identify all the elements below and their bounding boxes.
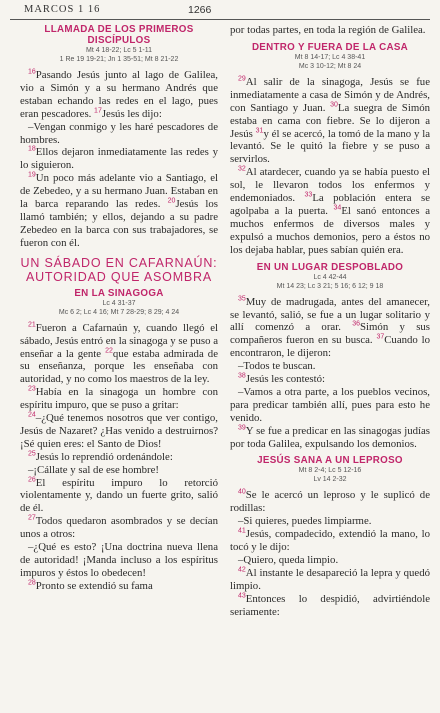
section-heading-major: UN SÁBADO EN CAFARNAÚN: AUTORIDAD QUE ASOMBRA xyxy=(20,255,218,284)
verse-paragraph: por todas partes, en toda la región de Galilea. xyxy=(230,24,426,36)
verse-number: 38 xyxy=(238,372,246,380)
verse-paragraph: –¡Cállate y sal de ese hombre! xyxy=(28,463,160,476)
verse-number: 24 xyxy=(28,411,36,419)
verse-paragraph: $^{28}$Pronto se extendió su fama xyxy=(28,579,153,592)
verse-number: 22 xyxy=(105,346,113,354)
verse-number: 43 xyxy=(238,592,246,600)
verse-number: 25 xyxy=(28,450,36,458)
section-heading: JESÚS SANA A UN LEPROSO xyxy=(257,455,403,467)
header-reference: 1 16 xyxy=(77,4,101,15)
verse-number: 36 xyxy=(352,320,361,328)
running-header xyxy=(12,4,428,20)
verse-number: 16 xyxy=(28,68,36,76)
verse-number: 26 xyxy=(28,475,36,483)
verse-number: 35 xyxy=(238,295,246,302)
verse-paragraph: –Si quieres, puedes limpiarme. xyxy=(238,515,372,528)
verse-number: 27 xyxy=(28,514,36,522)
verse-number: 40 xyxy=(238,488,246,496)
verse-number: 18 xyxy=(28,145,36,153)
verse-number: 41 xyxy=(238,527,246,535)
verse-paragraph: –Vamos a otra parte, a los pueblos vecinos, para predicar también allí, pues para esto he venido. xyxy=(230,385,430,424)
cross-reference: Lv 14 2-32 xyxy=(313,476,347,484)
header-book: MARCOS 1 16 xyxy=(24,4,101,15)
section-heading: DENTRO Y FUERA DE LA CASA xyxy=(251,41,409,53)
verse-paragraph: –Vengan conmigo y les haré pescadores de hombres. xyxy=(20,120,218,146)
header-rule xyxy=(10,19,430,20)
verse-number: 30 xyxy=(330,101,338,109)
section-heading: EN UN LUGAR DESPOBLADO xyxy=(256,261,404,273)
verse-paragraph: –¿Qué es esto? ¡Una doctrina nueva llena de autoridad! ¡Manda incluso a los espíritus impuros y éstos lo obedecen! xyxy=(20,541,218,579)
verse-number: 33 xyxy=(304,191,313,199)
verse-paragraph: $^{24}$–¿Qué tenemos nosotros que ver contigo, Jesús de Nazaret? ¿Has venido a destruirnos? ¡Sé quien eres: el Santo de Dios! xyxy=(20,411,218,450)
verse-paragraph: –Todos te buscan. xyxy=(238,360,316,373)
cross-reference: Mt 8 2-4; Lc 5 12-16 xyxy=(298,467,362,475)
cross-reference: 1 Re 19 19-21; Jn 1 35-51; Mt 8 21-22 xyxy=(59,56,179,63)
verse-paragraph: $^{40}$Se le acercó un leproso y le suplicó de rodillas: xyxy=(230,488,430,515)
cross-reference: Lc 4 42-44 xyxy=(313,273,347,281)
verse-paragraph: $^{32}$Al atardecer, cuando ya se había puesto el sol, le llevaron todos los enfermos y endemoniados. $^{33}$La población entera se agolpaba a la puerta. $^{34}$El sanó entonces a muchos enfermos de diversos males y expulsó a muchos demonios, pero a éstos no los dejaba hablar, pues sabían quién era. xyxy=(230,165,430,256)
cross-reference: Mc 3 10-12; Mt 8 24 xyxy=(298,62,362,70)
verse-paragraph: $^{38}$Jesús les contestó: xyxy=(238,372,325,386)
verse-number: 17 xyxy=(94,107,102,115)
section-heading: LLAMADA DE LOS PRIMEROS DISCÍPULOS xyxy=(44,24,194,46)
left-column xyxy=(20,24,218,593)
verse-number: 28 xyxy=(28,579,36,587)
verse-number: 21 xyxy=(28,321,36,329)
verse-paragraph: $^{25}$Jesús lo reprendió ordenándole: xyxy=(28,450,173,463)
verse-number: 34 xyxy=(333,204,342,212)
verse-number: 29 xyxy=(238,75,246,83)
section-subheading: EN LA SINAGOGA xyxy=(74,287,164,299)
page-number: 1266 xyxy=(188,4,212,16)
verse-paragraph: $^{42}$Al instante le desapareció la lepra y quedó limpio. xyxy=(230,566,430,592)
cross-reference: Mt 4 18-22; Lc 5 1-11 xyxy=(85,47,153,54)
verse-paragraph: $^{29}$Al salir de la sinagoga, Jesús se fue inmediatamente a casa de Simón y de Andrés, con Santiago y Juan. $^{30}$La suegra de Simón estaba en cama con fiebre. Se lo dijeron a Jesús $^{31}$y él se acercó, la tomó de la mano y la levantó. Se le quitó la fiebre y se puso a servirlos. xyxy=(230,75,431,166)
verse-number: 31 xyxy=(255,126,264,134)
verse-number: 23 xyxy=(28,385,36,393)
verse-paragraph: $^{35}$Muy de madrugada, antes del amanecer, se levantó, salió, se fue a un lugar solitario y allí comenzó a orar. $^{36}$Simón y sus compañeros fueron en su busca. $^{37}$Cuando lo encontraron, le dijeron: xyxy=(230,295,431,360)
verse-paragraph: $^{43}$Entonces lo despidió, advirtiéndole seriamente: xyxy=(230,592,430,618)
verse-number: 32 xyxy=(238,165,246,173)
verse-number: 20 xyxy=(167,197,176,205)
verse-paragraph: $^{19}$Un poco más adelante vio a Santiago, el de Zebedeo, y a su hermano Juan. Estaban en la barca reparando las redes. $^{20}$Jesús los llamó también; y ellos, dejando a su padre Zebedeo en la barca con sus trabajadores, se fueron con él. xyxy=(20,171,218,249)
cross-reference: Mt 8 14-17; Lc 4 38-41 xyxy=(294,53,366,61)
verse-paragraph: $^{27}$Todos quedaron asombrados y se decían unos a otros: xyxy=(20,514,218,541)
verse-paragraph: $^{26}$El espíritu impuro lo retorció violentamente y, dando un fuerte grito, salió de él. xyxy=(20,475,218,515)
right-column xyxy=(230,24,430,619)
verse-number: 19 xyxy=(28,171,36,179)
cross-reference: Lc 4 31-37 xyxy=(102,299,136,307)
verse-paragraph: –Quiero, queda limpio. xyxy=(238,554,339,566)
cross-reference: Mc 6 2; Lc 4 16; Mt 7 28-29; 8 29; 4 24 xyxy=(58,308,180,316)
verse-paragraph: $^{41}$Jesús, compadecido, extendió la mano, lo tocó y le dijo: xyxy=(230,527,430,554)
verse-paragraph: $^{21}$Fueron a Cafarnaún y, cuando llegó el sábado, Jesús entró en la sinagoga y se puso a enseñar a la gente $^{22}$que estaba admirada de su enseñanza, porque les enseñaba con autoridad, y no como los maestros de la ley. xyxy=(20,321,218,386)
verse-number: 37 xyxy=(376,333,385,341)
verse-paragraph: $^{18}$Ellos dejaron inmediatamente las redes y lo siguieron. xyxy=(20,145,218,172)
verse-number: 39 xyxy=(238,424,246,432)
verse-paragraph: $^{39}$Y se fue a predicar en las sinagogas judías por toda Galilea, expulsando los demonios. xyxy=(230,424,430,450)
cross-reference: Mt 14 23; Lc 3 21; 5 16; 6 12; 9 18 xyxy=(276,282,384,290)
verse-number: 42 xyxy=(238,566,246,574)
verse-paragraph: $^{16}$Pasando Jesús junto al lago de Galilea, vio a Simón y a su hermano Andrés que estaban echando las redes en el lago, pues eran pescadores. $^{17}$Jesús les dijo: xyxy=(20,68,218,120)
verse-paragraph: $^{23}$Había en la sinagoga un hombre con espíritu impuro, que se puso a gritar: xyxy=(20,385,218,412)
